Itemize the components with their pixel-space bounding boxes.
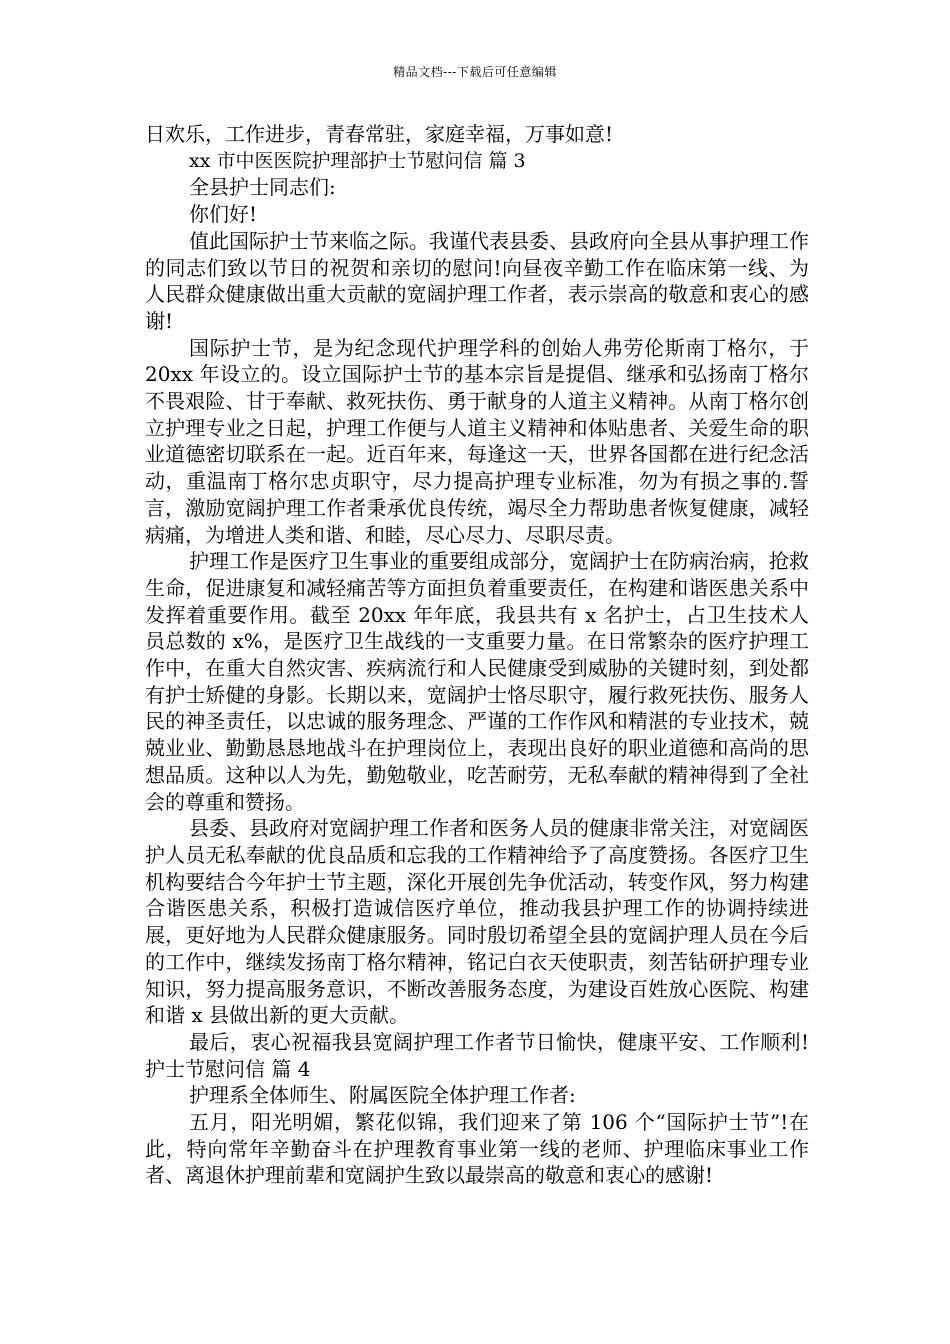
paragraph-2: 国际护士节，是为纪念现代护理学科的创始人弗劳伦斯南丁格尔，于 20xx 年设立的。设立国际护士节的基本宗旨是提倡、继承和弘扬南丁格尔不畏艰险、甘于奉献、救死扶伤、勇于献身的人道主义精神。从南丁格尔创立护理专业之日起，护理工作便与人道主义精神和体贴患者、关爱生命的职业道德密切联系在一起。近百年来，每逢这一天，世界各国都在进行纪念活动，重温南丁格尔忠贞职守，尽力提高护理专业标准，勿为有损之事的.誓言，激励宽阔护理工作者秉承优良传统，竭尽全力帮助患者恢复健康，减轻病痛，为增进人类和谐、和睦，尽心尽力、尽职尽责。 (145, 335, 809, 547)
section-title-3: xx 市中医医院护理部护士节慰问信 篇 3 (189, 149, 526, 172)
salutation-4: 护理系全体师生、附属医院全体护理工作者: (189, 1083, 576, 1108)
paragraph-6: 五月，阳光明媚，繁花似锦，我们迎来了第 106 个“国际护士节”!在此，特向常年辛勤奋斗在护理教育事业第一线的老师、护理临床事业工作者、离退休护理前辈和宽阔护生致以最崇高的敬意和衷心的感谢! (145, 1110, 809, 1188)
paragraph-4: 县委、县政府对宽阔护理工作者和医务人员的健康非常关注，对宽阔医护人员无私奉献的优良品质和忘我的工作精神给予了高度赞扬。各医疗卫生机构要结合今年护士节主题，深化开展创先争优活动，转变作风，努力构建合谐医患关系，积极打造诚信医疗单位，推动我县护理工作的协调持续进展，更好地为人民群众健康服务。同时殷切希望全县的宽阔护理人员在今后的工作中，继续发扬南丁格尔精神，铭记白衣天使职责，刻苦钻研护理专业知识，努力提高服务意识，不断改善服务态度，为建设百姓放心医院、构建和谐 x 县做出新的更大贡献。 (145, 816, 809, 1028)
paragraph-5: 最后，衷心祝福我县宽阔护理工作者节日愉快，健康平安、工作顺利!护士节慰问信 篇 4 (145, 1029, 809, 1081)
page-header: 精品文档---下载后可任意编辑 (393, 65, 557, 79)
greeting: 你们好! (189, 202, 258, 227)
salutation: 全县护士同志们: (189, 175, 336, 200)
paragraph-3: 护理工作是医疗卫生事业的重要组成部分，宽阔护士在防病治病，抢救生命，促进康复和减轻痛苦等方面担负着重要责任，在构建和谐医患关系中发挥着重要作用。截至 20xx 年年底，我县共有 x 名护士，占卫生技术人员总数的 x%，是医疗卫生战线的一支重要力量。在日常繁杂的医疗护理工作中，在重大自然灾害、疾病流行和人民健康受到威胁的关键时刻，到处都有护士矫健的身影。长期以来，宽阔护士恪尽职守，履行救死扶伤、服务人民的神圣责任，以忠诚的服务理念、严谨的工作作风和精湛的专业技术，兢兢业业、勤勤恳恳地战斗在护理岗位上，表现出良好的职业道德和高尚的思想品质。这种以人为先，勤勉敬业，吃苦耐劳，无私奉献的精神得到了全社会的尊重和赞扬。 (145, 549, 809, 814)
paragraph-1: 值此国际护士节来临之际。我谨代表县委、县政府向全县从事护理工作的同志们致以节日的祝贺和亲切的慰问!向昼夜辛勤工作在临床第一线、为人民群众健康做出重大贡献的宽阔护理工作者，表示崇高的敬意和衷心的感谢! (145, 228, 809, 333)
paragraph-closing-line: 日欢乐，工作进步，青春常驻，家庭幸福，万事如意! (145, 122, 614, 146)
document-body (145, 121, 809, 1189)
